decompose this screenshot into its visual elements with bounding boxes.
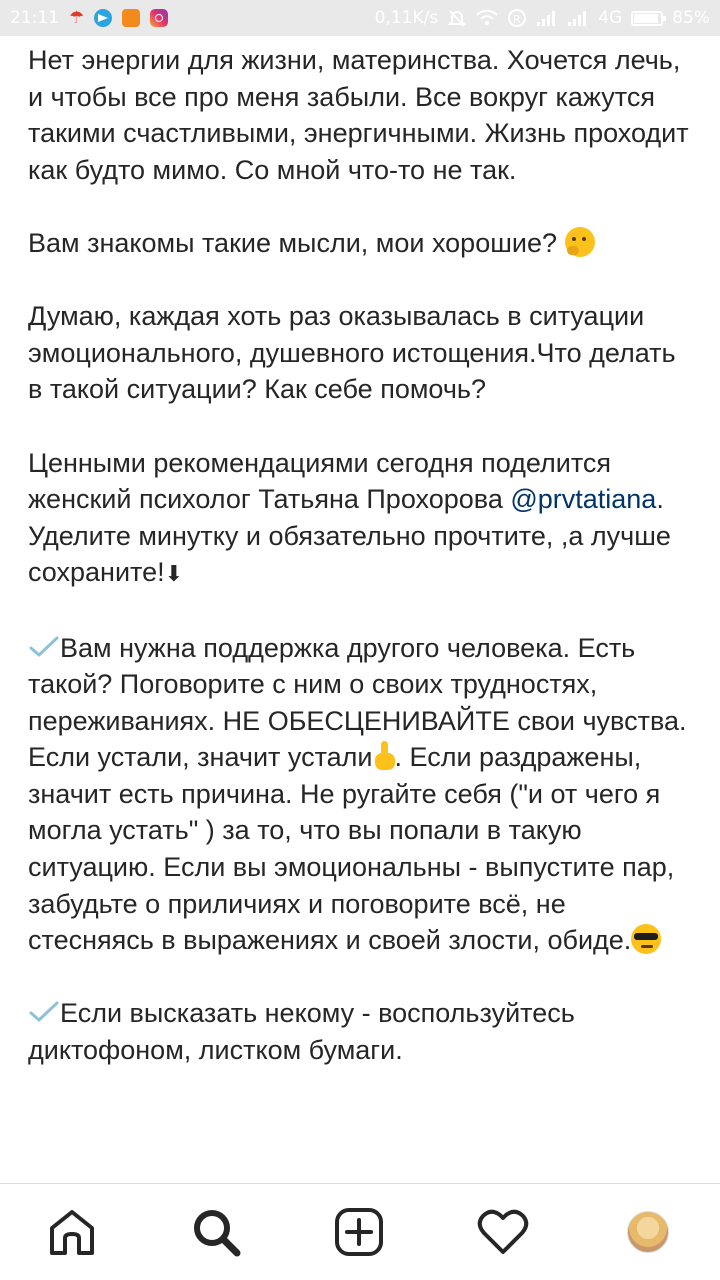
battery-icon — [631, 11, 663, 26]
check-mark-icon — [28, 1000, 60, 1024]
signal-icon — [536, 9, 558, 27]
wifi-icon — [476, 9, 498, 27]
status-bar — [0, 0, 720, 36]
post-caption — [28, 42, 696, 1069]
telegram-icon — [94, 9, 112, 27]
battery-level: 85% — [672, 8, 710, 28]
mention-link[interactable]: @prvtatiana — [510, 484, 657, 515]
caption-paragraph: Ценными рекомендациями сегодня поделится женский психолог Татьяна Прохорова @prvtatiana. Уделите минутку и обязательно прочтите, ,а лучше сохраните!⬇ — [28, 447, 671, 588]
thinking-face-emoji-icon — [565, 227, 595, 257]
pointing-up-emoji-icon — [373, 741, 395, 771]
umbrella-icon: ☂ — [69, 8, 85, 28]
caption-paragraph: Думаю, каждая хоть раз оказывалась в ситуации эмоционального, душевного истощения.Что делать в такой ситуации? Как себе помочь? — [28, 301, 676, 405]
silent-icon — [447, 8, 467, 28]
network-type: 4G — [598, 8, 623, 28]
roaming-icon — [507, 8, 527, 28]
home-icon — [47, 1207, 97, 1257]
nav-new-post-button[interactable] — [331, 1206, 387, 1258]
caption-paragraph: Вам нужна поддержка другого человека. Есть такой? Поговорите с ним о своих трудностях, переживаниях. НЕ ОБЕСЦЕНИВАЙТЕ свои чувства. Если устали, значит устали . Если раздражены, значит есть причина. Не ругайте себя ("и от чего я могла устать" ) за то, что вы попали в такую ситуацию. Если вы эмоциональны - выпустите пар, забудьте о приличиях и поговорите всё, не стесняясь в выражениях и своей злости, обиде. — [28, 632, 687, 956]
app-notification-icon — [122, 9, 140, 27]
caption-paragraph: Вам знакомы такие мысли, мои хорошие? — [28, 225, 696, 262]
down-arrow-emoji-icon: ⬇ — [164, 561, 184, 587]
nav-home-button[interactable] — [44, 1206, 100, 1258]
nav-search-button[interactable] — [188, 1206, 244, 1258]
signal-icon — [567, 9, 589, 27]
check-mark-icon — [28, 635, 60, 659]
avatar — [627, 1211, 669, 1253]
svg-text:R: R — [513, 13, 521, 26]
instagram-icon — [150, 9, 168, 27]
search-icon — [191, 1207, 241, 1257]
bottom-navigation — [0, 1183, 720, 1280]
clock: 21:11 — [10, 8, 59, 28]
heart-icon — [477, 1208, 529, 1256]
nav-activity-button[interactable] — [475, 1206, 531, 1258]
nav-profile-button[interactable] — [620, 1206, 676, 1258]
caption-paragraph: Если высказать некому - воспользуйтесь диктофоном, листком бумаги. — [28, 998, 575, 1066]
add-post-icon — [334, 1207, 384, 1257]
caption-paragraph: Нет энергии для жизни, материнства. Хочется лечь, и чтобы все про меня забыли. Все вокруг кажутся такими счастливыми, энергичными. Жизнь проходит как будто мимо. Со мной что-то не так. — [28, 45, 689, 185]
sunglasses-face-emoji-icon — [631, 924, 661, 954]
network-speed: 0,11K/s — [374, 8, 439, 28]
